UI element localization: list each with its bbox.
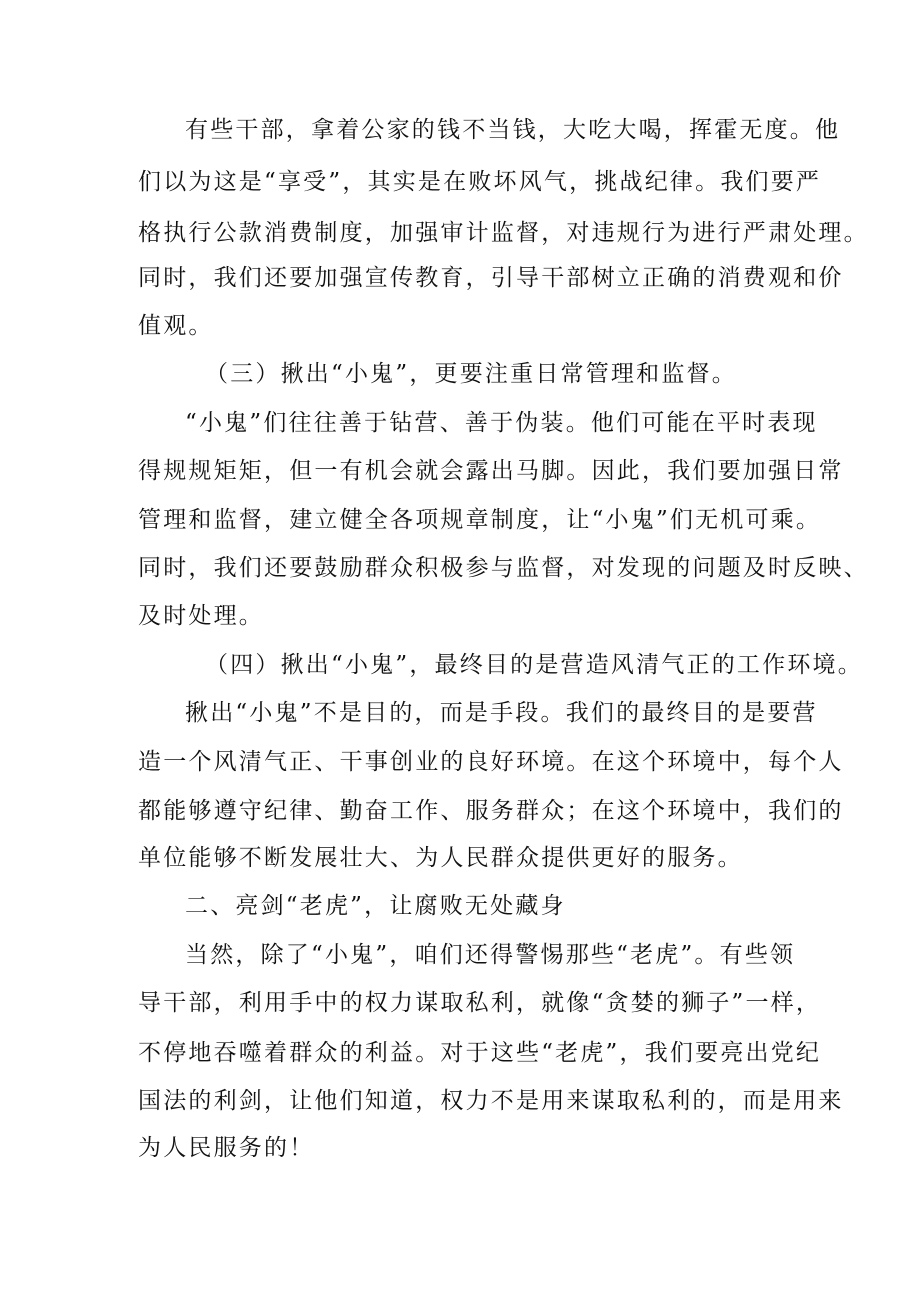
paragraph-3-line-2: 造一个风清气正、干事创业的良好环境。在这个环境中，每个人	[138, 749, 844, 775]
heading-4: （四）揪出“小鬼”，最终目的是营造风清气正的工作环境。	[205, 652, 863, 678]
paragraph-2-line-5: 及时处理。	[138, 603, 264, 629]
paragraph-1-line-5: 值观。	[138, 313, 214, 339]
paragraph-4-line-3: 不停地吞噬着群众的利益。对于这些“老虎”，我们要亮出党纪	[138, 1040, 822, 1066]
paragraph-3-line-4: 单位能够不断发展壮大、为人民群众提供更好的服务。	[138, 845, 743, 871]
paragraph-1-line-1: 有些干部，拿着公家的钱不当钱，大吃大喝，挥霍无度。他	[185, 117, 841, 143]
paragraph-3-line-1: 揪出“小鬼”不是目的，而是手段。我们的最终目的是要营	[185, 700, 818, 726]
paragraph-4-line-2: 导干部，利用手中的权力谋取私利，就像“贪婪的狮子”一样，	[138, 990, 822, 1016]
paragraph-4-line-1: 当然，除了“小鬼”，咱们还得警惕那些“老虎”。有些领	[185, 942, 796, 968]
paragraph-4-line-4: 国法的利剑，让他们知道，权力不是用来谋取私利的，而是用来	[138, 1088, 844, 1114]
paragraph-2-line-4: 同时，我们还要鼓励群众积极参与监督，对发现的问题及时反映、	[138, 555, 869, 581]
paragraph-2-line-3: 管理和监督，建立健全各项规章制度，让“小鬼”们无机可乘。	[138, 507, 822, 533]
paragraph-1-line-4: 同时，我们还要加强宣传教育，引导干部树立正确的消费观和价	[138, 265, 844, 291]
paragraph-4-line-5: 为人民服务的！	[138, 1135, 315, 1161]
paragraph-1-line-2: 们以为这是“享受”，其实是在败坏风气，挑战纪律。我们要严	[138, 169, 822, 195]
paragraph-3-line-3: 都能够遵守纪律、勤奋工作、服务群众；在这个环境中，我们的	[138, 798, 844, 824]
paragraph-1-line-3: 格执行公款消费制度，加强审计监督，对违规行为进行严肃处理。	[138, 220, 869, 246]
paragraph-2-line-2: 得规规矩矩，但一有机会就会露出马脚。因此，我们要加强日常	[138, 458, 844, 484]
heading-3: （三）揪出“小鬼”，更要注重日常管理和监督。	[205, 361, 737, 387]
section-2-heading: 二、亮剑“老虎”，让腐败无处藏身	[185, 893, 566, 919]
paragraph-2-line-1: “小鬼”们往往善于钻营、善于伪装。他们可能在平时表现	[185, 410, 818, 436]
